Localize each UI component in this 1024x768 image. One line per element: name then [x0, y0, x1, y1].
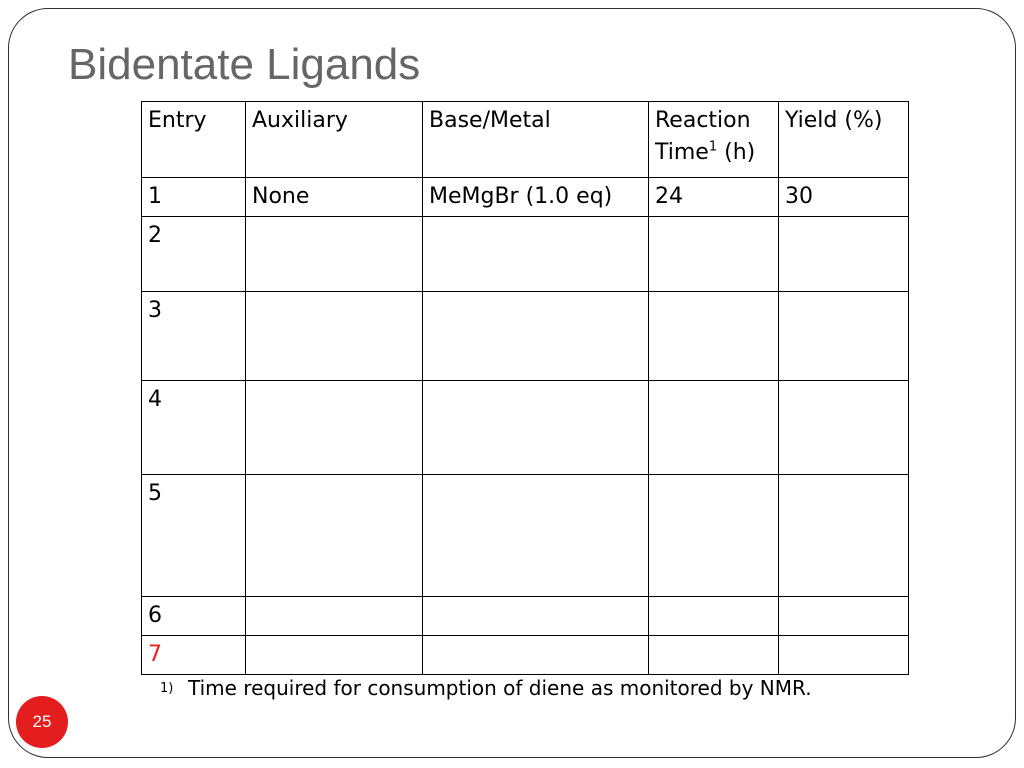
cell-auxiliary: None	[246, 178, 423, 217]
cell-reaction-time	[649, 475, 779, 597]
table-row	[142, 292, 909, 381]
results-table	[141, 101, 909, 675]
header-entry: Entry	[142, 102, 246, 178]
header-reaction-time-unit: (h)	[717, 140, 756, 165]
table-row	[142, 178, 909, 217]
cell-yield	[779, 636, 909, 675]
cell-base-metal	[423, 636, 649, 675]
cell-auxiliary	[246, 381, 423, 475]
cell-reaction-time	[649, 597, 779, 636]
header-reaction-time	[649, 102, 779, 178]
cell-yield	[779, 597, 909, 636]
cell-base-metal	[423, 475, 649, 597]
cell-reaction-time	[649, 636, 779, 675]
cell-entry: 5	[142, 475, 246, 597]
table-row	[142, 381, 909, 475]
cell-base-metal	[423, 381, 649, 475]
page-number-badge: 25	[16, 696, 68, 748]
cell-reaction-time: 24	[649, 178, 779, 217]
cell-base-metal	[423, 597, 649, 636]
header-auxiliary: Auxiliary	[246, 102, 423, 178]
footnote-text: Time required for consumption of diene as monitored by NMR.	[188, 676, 812, 700]
table-row-highlighted	[142, 636, 909, 675]
table-row	[142, 217, 909, 292]
footnote	[160, 676, 812, 700]
cell-reaction-time	[649, 381, 779, 475]
cell-yield	[779, 475, 909, 597]
cell-base-metal	[423, 217, 649, 292]
cell-entry: 6	[142, 597, 246, 636]
cell-yield	[779, 381, 909, 475]
cell-reaction-time	[649, 217, 779, 292]
header-base-metal: Base/Metal	[423, 102, 649, 178]
table-row	[142, 475, 909, 597]
cell-entry: 2	[142, 217, 246, 292]
header-reaction-time-footnote-ref: 1	[708, 139, 718, 155]
table-header-row	[142, 102, 909, 178]
cell-entry: 4	[142, 381, 246, 475]
cell-entry: 3	[142, 292, 246, 381]
footnote-marker: 1)	[160, 681, 174, 696]
header-yield: Yield (%)	[779, 102, 909, 178]
slide-title: Bidentate Ligands	[68, 40, 421, 89]
cell-auxiliary	[246, 292, 423, 381]
cell-auxiliary	[246, 636, 423, 675]
cell-yield	[779, 217, 909, 292]
cell-auxiliary	[246, 217, 423, 292]
cell-entry: 1	[142, 178, 246, 217]
cell-reaction-time	[649, 292, 779, 381]
header-reaction-time-label: Reaction Time	[655, 108, 751, 165]
table-row	[142, 597, 909, 636]
cell-base-metal: MeMgBr (1.0 eq)	[423, 178, 649, 217]
cell-auxiliary	[246, 475, 423, 597]
cell-entry: 7	[142, 636, 246, 675]
cell-yield	[779, 292, 909, 381]
cell-auxiliary	[246, 597, 423, 636]
cell-base-metal	[423, 292, 649, 381]
cell-yield: 30	[779, 178, 909, 217]
